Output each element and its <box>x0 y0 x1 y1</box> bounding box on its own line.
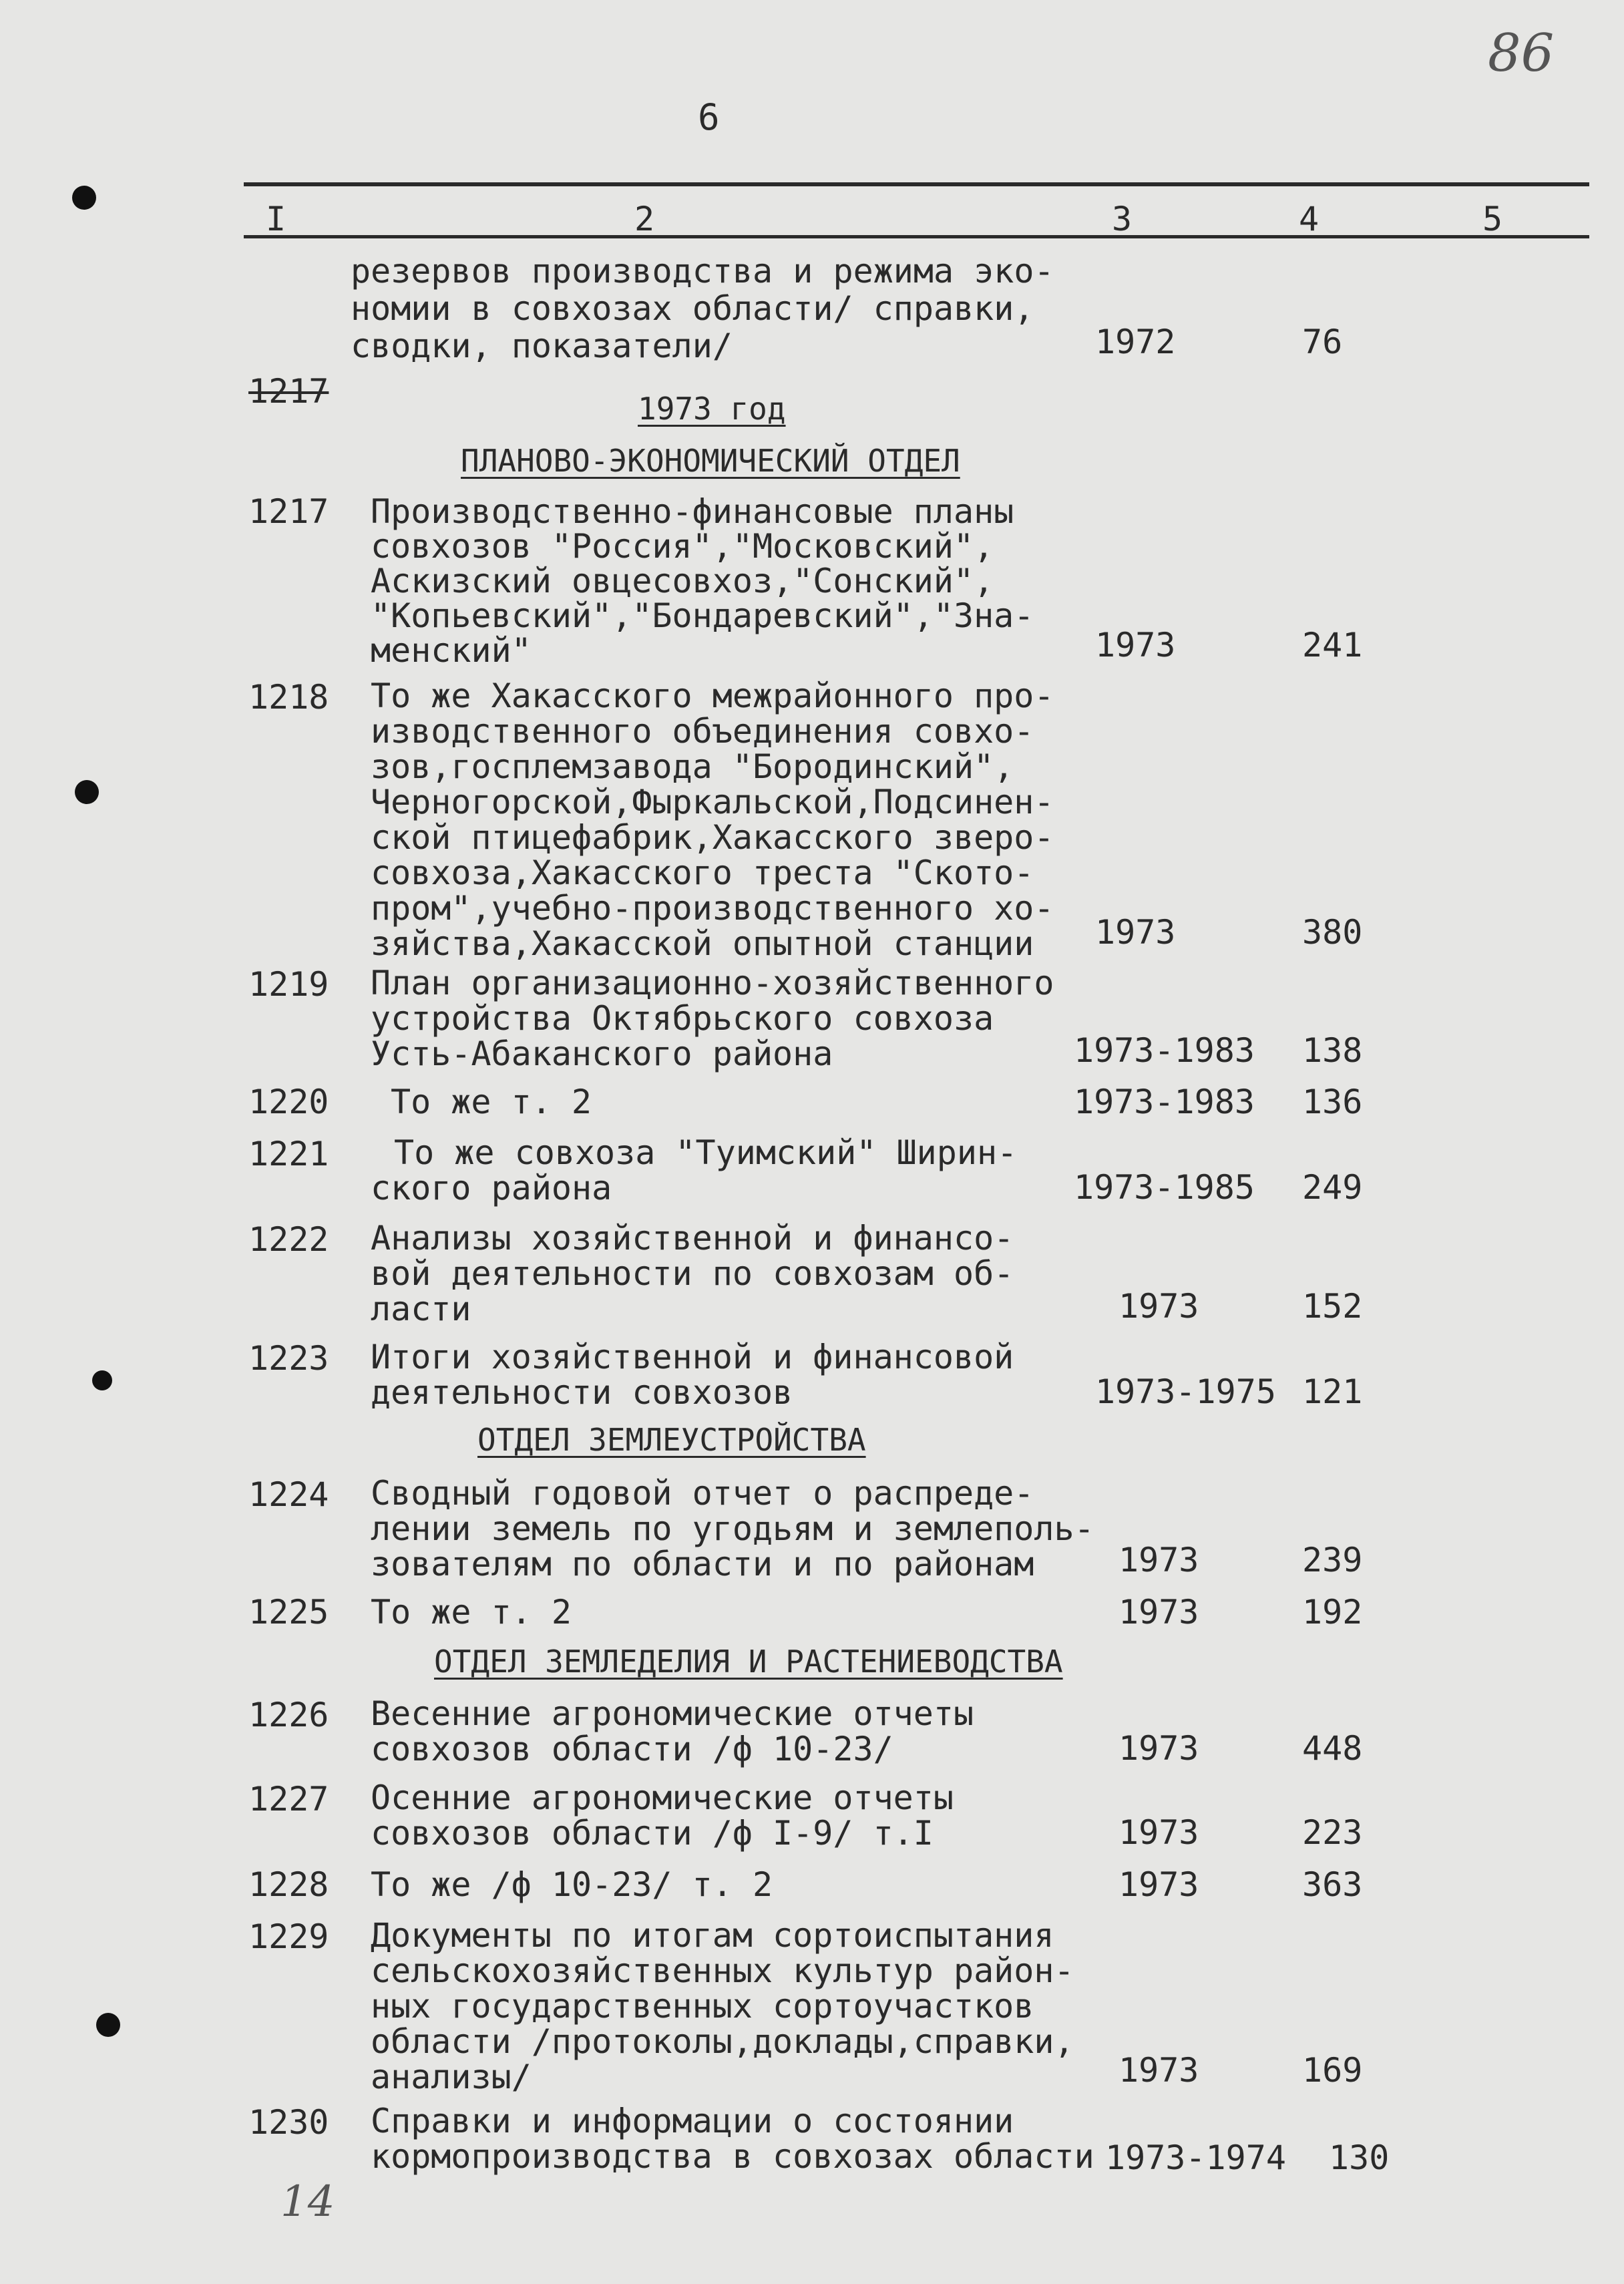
text-line: номии в совхозах области/ справки, <box>351 289 1034 328</box>
page-number: 6 <box>698 96 720 138</box>
text-line: сельскохозяйственных культур район- <box>371 1951 1074 1990</box>
text-line: Осенние агрономические отчеты <box>371 1778 954 1817</box>
item-number: 1225 <box>248 1593 329 1632</box>
item-year: 1973-1975 <box>1095 1372 1276 1411</box>
item-description <box>371 1133 1018 1207</box>
header-rule-top <box>244 182 1589 186</box>
text-line: менский" <box>371 631 532 670</box>
text-line: устройства Октябрьского совхоза <box>371 999 994 1038</box>
text-line: совхоза,Хакасского треста "Ското- <box>371 853 1034 892</box>
text-line: зов,госплемзавода "Бородинский", <box>371 747 1014 786</box>
item-number: 1228 <box>248 1865 329 1904</box>
text-line: совхозов "Россия","Московский", <box>371 527 994 566</box>
text-line: То же т. 2 <box>371 1593 572 1632</box>
column-header-1: I <box>266 200 286 238</box>
footer-handwritten-note: 14 <box>280 2177 335 2227</box>
text-line: анализы/ <box>371 2058 532 2096</box>
text-line: Черногорской,Фыркальской,Подсинен- <box>371 783 1054 821</box>
column-header-4: 4 <box>1299 200 1320 238</box>
item-sheets: 121 <box>1302 1372 1363 1411</box>
item-description <box>371 1780 954 1851</box>
text-line: изводственного объединения совхо- <box>371 712 1034 751</box>
continuation-sheets: 76 <box>1302 323 1343 361</box>
item-year: 1973-1983 <box>1074 1083 1255 1121</box>
item-year: 1973 <box>1119 2051 1199 2090</box>
item-sheets: 192 <box>1302 1593 1363 1632</box>
text-line: резервов производства и режима эко- <box>351 252 1054 291</box>
struck-item-number: 1217 <box>248 372 329 411</box>
item-sheets: 241 <box>1302 626 1363 664</box>
item-description <box>371 1866 773 1903</box>
item-description <box>371 1340 1014 1410</box>
item-number: 1223 <box>248 1339 329 1378</box>
text-line: лении земель по угодьям и землеполь- <box>371 1509 1094 1548</box>
text-line: Аскизский овцесовхоз,"Сонский", <box>371 562 994 600</box>
item-number: 1224 <box>248 1475 329 1514</box>
archive-page-number: 86 <box>1488 23 1555 83</box>
item-number: 1221 <box>248 1135 329 1173</box>
item-year: 1973-1983 <box>1074 1031 1255 1070</box>
item-description <box>371 2104 1094 2174</box>
text-line: Производственно-финансовые планы <box>371 492 1014 531</box>
item-description <box>371 679 1054 962</box>
text-line: То же совхоза "Туимский" Ширин- <box>394 1133 1018 1172</box>
punch-hole <box>92 1370 112 1390</box>
item-description <box>371 1476 1094 1582</box>
text-line: зователям по области и по районам <box>371 1545 1034 1583</box>
punch-hole <box>96 2013 120 2037</box>
text-line: зяйства,Хакасской опытной станции <box>371 924 1034 963</box>
header-rule-bottom <box>244 235 1589 238</box>
text-line: ных государственных сортоучастков <box>371 1987 1034 2026</box>
item-number: 1226 <box>248 1696 329 1734</box>
item-sheets: 169 <box>1302 2051 1363 2090</box>
item-sheets: 152 <box>1302 1287 1363 1326</box>
item-number: 1217 <box>248 492 329 531</box>
text-line: ласти <box>371 1290 471 1328</box>
text-line: Итоги хозяйственной и финансовой <box>371 1338 1014 1376</box>
item-year: 1973 <box>1119 1593 1199 1632</box>
item-sheets: 380 <box>1302 913 1363 952</box>
item-description <box>371 1221 1014 1327</box>
item-year: 1973-1974 <box>1105 2138 1286 2177</box>
item-sheets: 363 <box>1302 1865 1363 1904</box>
column-header-3: 3 <box>1112 200 1133 238</box>
text-line: "Копьевский","Бондаревский","Зна- <box>371 596 1034 635</box>
item-description <box>371 1593 572 1631</box>
item-number: 1227 <box>248 1780 329 1819</box>
item-sheets: 249 <box>1302 1168 1363 1207</box>
section-title-agriculture: ОТДЕЛ ЗЕМЛЕДЕЛИЯ И РАСТЕНИЕВОДСТВА <box>434 1644 1063 1680</box>
section-title-planning: ПЛАНОВО-ЭКОНОМИЧЕСКИЙ ОТДЕЛ <box>461 443 960 479</box>
text-line: сводки, показатели/ <box>351 327 733 365</box>
item-year: 1973 <box>1095 913 1176 952</box>
continuation-text <box>351 252 1054 365</box>
text-line: То же Хакасского межрайонного про- <box>371 677 1054 715</box>
year-heading: 1973 год <box>638 391 786 427</box>
item-year: 1973 <box>1119 1541 1199 1579</box>
text-line: То же т. 2 <box>391 1083 592 1121</box>
text-line: Документы по итогам сортоиспытания <box>371 1916 1054 1955</box>
item-sheets: 138 <box>1302 1031 1363 1070</box>
continuation-year: 1972 <box>1095 323 1176 361</box>
text-line: ской птицефабрик,Хакасского зверо- <box>371 818 1054 857</box>
text-line: пром",учебно-производственного хо- <box>371 889 1054 928</box>
item-sheets: 223 <box>1302 1813 1363 1852</box>
text-line: Сводный годовой отчет о распреде- <box>371 1474 1034 1513</box>
item-sheets: 448 <box>1302 1729 1363 1768</box>
item-description <box>371 493 1034 669</box>
item-number: 1220 <box>248 1083 329 1121</box>
item-number: 1230 <box>248 2103 329 2142</box>
punch-hole <box>75 780 99 804</box>
section-title-land-management: ОТДЕЛ ЗЕМЛЕУСТРОЙСТВА <box>477 1422 866 1458</box>
text-line: Анализы хозяйственной и финансо- <box>371 1219 1014 1258</box>
item-description <box>371 1696 974 1767</box>
text-line: деятельности совхозов <box>371 1373 793 1412</box>
item-number: 1222 <box>248 1220 329 1259</box>
item-year: 1973 <box>1095 626 1176 664</box>
item-sheets: 136 <box>1302 1083 1363 1121</box>
item-year: 1973 <box>1119 1865 1199 1904</box>
item-year: 1973-1985 <box>1074 1168 1255 1207</box>
item-year: 1973 <box>1119 1729 1199 1768</box>
item-number: 1229 <box>248 1917 329 1956</box>
text-line: области /протоколы,доклады,справки, <box>371 2022 1074 2061</box>
punch-hole <box>72 186 96 210</box>
column-header-2: 2 <box>634 200 655 238</box>
item-year: 1973 <box>1119 1287 1199 1326</box>
item-sheets: 239 <box>1302 1541 1363 1579</box>
item-sheets: 130 <box>1329 2138 1390 2177</box>
item-description <box>371 966 1054 1072</box>
item-description <box>391 1083 592 1121</box>
text-line: План организационно-хозяйственного <box>371 964 1054 1002</box>
item-number: 1218 <box>248 678 329 717</box>
text-line: Весенние агрономические отчеты <box>371 1694 974 1733</box>
text-line: Усть-Абаканского района <box>371 1034 833 1073</box>
item-year: 1973 <box>1119 1813 1199 1852</box>
item-number: 1219 <box>248 965 329 1004</box>
item-description <box>371 1918 1074 2095</box>
text-line: вой деятельности по совхозам об- <box>371 1254 1014 1293</box>
text-line: ского района <box>371 1169 612 1207</box>
text-line: Справки и информации о состоянии <box>371 2102 1014 2140</box>
column-header-5: 5 <box>1482 200 1503 238</box>
text-line: То же /ф 10-23/ т. 2 <box>371 1865 773 1904</box>
text-line: совхозов области /ф I-9/ т.I <box>371 1814 934 1853</box>
text-line: кормопроизводства в совхозах области <box>371 2137 1094 2176</box>
text-line: совхозов области /ф 10-23/ <box>371 1730 893 1768</box>
